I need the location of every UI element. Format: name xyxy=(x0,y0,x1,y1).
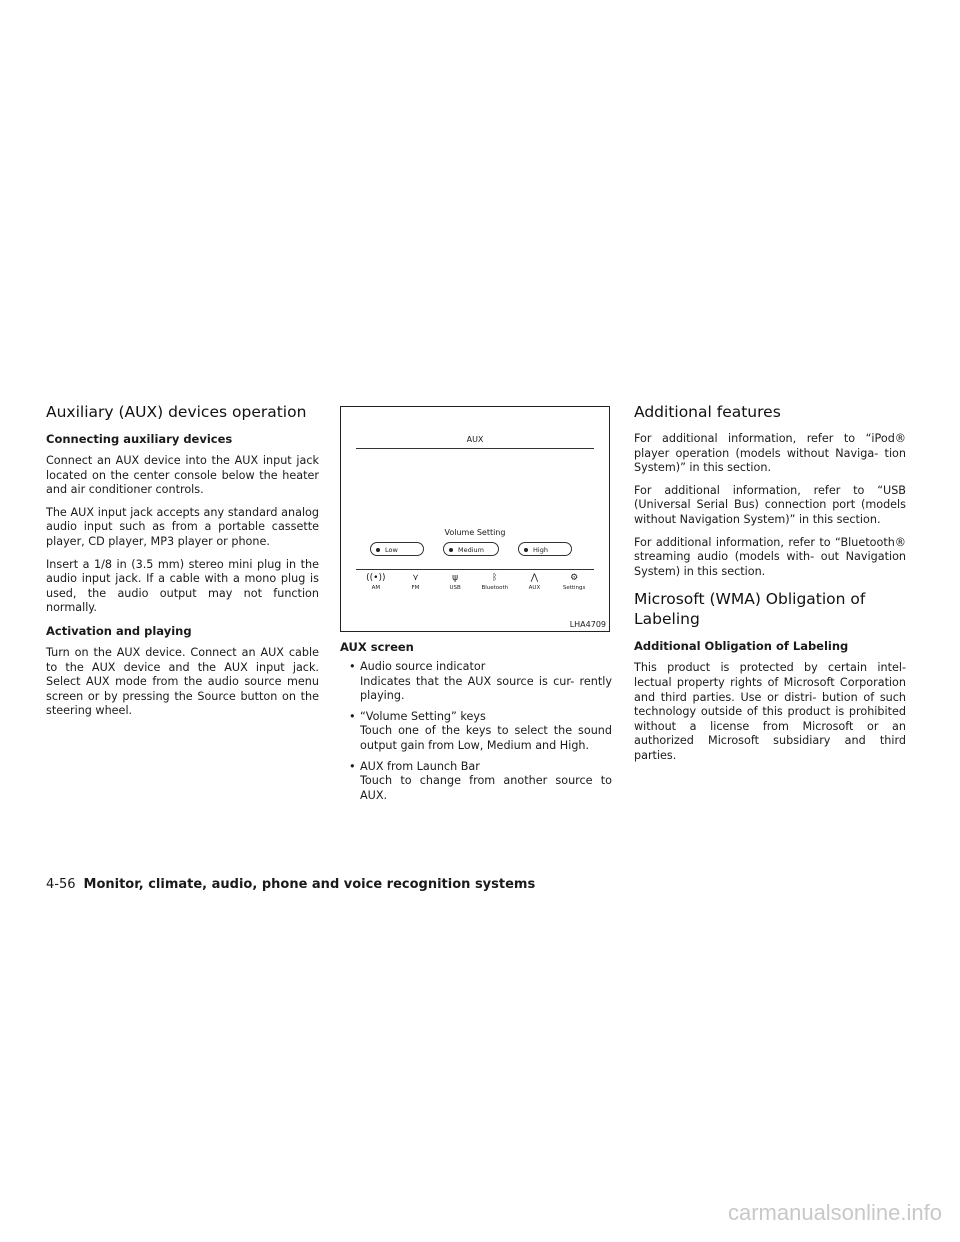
section-heading-additional: Additional features xyxy=(634,403,781,421)
list-item xyxy=(340,760,612,804)
button-label: Medium xyxy=(458,546,484,554)
paragraph: Connect an AUX device into the AUX input jack located on the center console below the heater and air conditioner controls. xyxy=(46,454,319,497)
paragraph: For additional information, refer to “Bluetooth® streaming audio (models with- out Navigation System) in this section. xyxy=(634,535,906,578)
dot-icon xyxy=(449,548,453,552)
bullet-icon: • xyxy=(349,660,356,673)
launch-am[interactable] xyxy=(358,572,394,592)
launch-bluetooth[interactable] xyxy=(477,572,513,592)
bullet-title: AUX from Launch Bar xyxy=(360,759,480,773)
bluetooth-icon: ᛒ xyxy=(492,573,498,583)
volume-setting-title: Volume Setting xyxy=(444,528,506,537)
bullet-icon: • xyxy=(349,759,356,773)
figure-id: LHA4709 xyxy=(569,620,606,629)
page-footer xyxy=(46,877,535,892)
launch-label: USB xyxy=(449,585,461,591)
launch-label: AUX xyxy=(528,585,541,591)
right-column xyxy=(634,402,906,772)
paragraph: The AUX input jack accepts any standard analog audio input such as from a portable cassette player, CD player, MP3 player or phone. xyxy=(46,505,319,548)
chapter-title: Monitor, climate, audio, phone and voice recognition systems xyxy=(83,877,536,892)
left-column xyxy=(46,402,319,727)
subheading-obligation: Additional Obligation of Labeling xyxy=(634,639,849,654)
list-item xyxy=(340,710,612,754)
paragraph: Turn on the AUX device. Connect an AUX cable to the AUX device and the AUX input jack. Select AUX mode from the audio source menu screen or by pressing the Source button on the steering wheel. xyxy=(46,645,319,718)
medium-button[interactable] xyxy=(443,542,499,556)
screen-title: AUX xyxy=(466,435,484,444)
launch-bar xyxy=(356,572,594,592)
divider xyxy=(356,448,594,449)
watermark: carmanualsonline.info xyxy=(727,1200,942,1225)
bullet-desc: Touch to change from another source to AUX. xyxy=(360,774,612,802)
button-label: High xyxy=(533,546,548,554)
launch-label: FM xyxy=(411,585,420,591)
dot-icon xyxy=(376,548,380,552)
launch-label: Settings xyxy=(562,585,586,591)
subheading-activation: Activation and playing xyxy=(46,623,192,638)
high-button[interactable] xyxy=(518,542,572,556)
middle-column xyxy=(340,402,612,809)
section-heading-microsoft: Microsoft (WMA) Obligation of Labeling xyxy=(634,590,866,629)
paragraph: For additional information, refer to “iPod® player operation (models without Naviga- tion System)” in this section. xyxy=(634,432,906,475)
aux-plug-icon: ⋀ xyxy=(530,573,539,583)
paragraph: For additional information, refer to “USB (Universal Serial Bus) connection port (models without Navigation System)” in this section. xyxy=(634,483,906,526)
antenna-icon: ⋎ xyxy=(412,573,419,583)
dot-icon xyxy=(524,548,528,552)
bullet-title: Audio source indicator xyxy=(360,660,486,673)
radio-tower-icon: ((•)) xyxy=(366,573,386,583)
gear-icon: ⚙ xyxy=(570,573,579,583)
divider xyxy=(356,569,594,570)
section-heading-aux: Auxiliary (AUX) devices operation xyxy=(46,403,307,421)
launch-settings[interactable] xyxy=(556,572,592,592)
page-number: 4-56 xyxy=(46,877,76,892)
subheading-connecting: Connecting auxiliary devices xyxy=(46,432,233,446)
button-label: Low xyxy=(385,546,398,554)
bullet-icon: • xyxy=(349,709,356,723)
paragraph: Insert a 1/8 in (3.5 mm) stereo mini plug in the audio input jack. If a cable with a mono plug is used, the audio output may not function normally. xyxy=(46,557,319,615)
launch-aux[interactable] xyxy=(516,572,552,592)
bullet-desc: Touch one of the keys to select the sound output gain from Low, Medium and High. xyxy=(360,724,612,752)
list-item xyxy=(340,660,612,704)
launch-label: AM xyxy=(371,585,381,591)
bullet-title: “Volume Setting” keys xyxy=(360,709,486,723)
usb-icon: ψ xyxy=(452,573,459,583)
launch-fm[interactable] xyxy=(397,572,433,592)
low-button[interactable] xyxy=(370,542,424,556)
figure-caption: AUX screen xyxy=(340,640,414,654)
bullet-desc: Indicates that the AUX source is cur- rently playing. xyxy=(360,674,612,703)
paragraph: This product is protected by certain intel- lectual property rights of Microsoft Corporation and third parties. Use or distri- bution of such technology outside of this product is prohibited without a license from Microsoft or an authorized Microsoft subsidiary and third parties. xyxy=(634,661,906,762)
aux-screen xyxy=(356,427,594,591)
bullet-list xyxy=(340,660,612,803)
launch-usb[interactable] xyxy=(437,572,473,592)
aux-screen-figure xyxy=(340,406,610,632)
launch-label: Bluetooth xyxy=(481,585,509,591)
volume-buttons xyxy=(370,542,580,558)
